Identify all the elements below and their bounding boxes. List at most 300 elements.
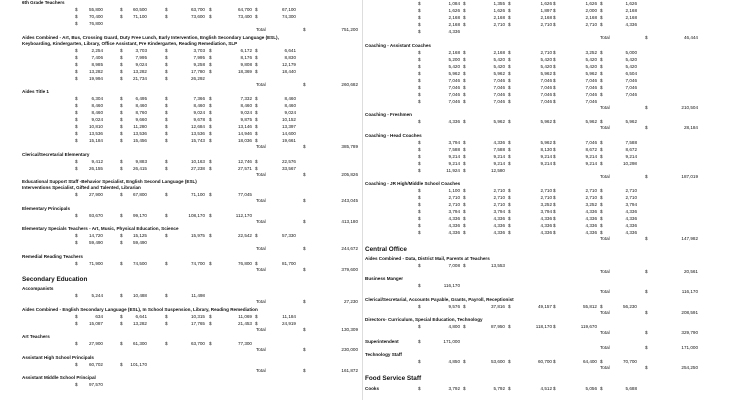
currency-sign: $ bbox=[303, 218, 306, 224]
total-value: 244,672 bbox=[341, 246, 358, 251]
currency-sign: $ bbox=[418, 84, 421, 90]
section-title: Remedial Reading Teachers bbox=[22, 253, 83, 259]
amount-cell: 8,985 bbox=[91, 61, 103, 67]
amount-cell: 10,488 bbox=[132, 293, 147, 298]
amount-cell: 17,780 bbox=[190, 68, 205, 74]
total-label: Total bbox=[256, 266, 266, 272]
amount-cell: 1,100 bbox=[448, 188, 460, 193]
currency-sign: $ bbox=[418, 153, 421, 159]
amount-cell: 6,504 bbox=[625, 70, 637, 76]
total-label: Total bbox=[256, 171, 266, 177]
currency-sign: $ bbox=[508, 56, 511, 62]
amount-cell: 7,046 bbox=[625, 84, 637, 90]
amount-cell: 5,420 bbox=[540, 63, 552, 69]
currency-sign: $ bbox=[553, 209, 556, 214]
currency-sign: $ bbox=[508, 22, 511, 27]
amount-cell: 4,336 bbox=[493, 216, 505, 221]
section-title: Assistant Middle School Principal bbox=[22, 375, 96, 380]
currency-sign: $ bbox=[418, 195, 421, 200]
amount-cell: 15,087 bbox=[88, 320, 103, 326]
currency-sign: $ bbox=[418, 303, 421, 309]
amount-cell: 8,460 bbox=[284, 96, 296, 101]
total-label: Total bbox=[600, 330, 610, 335]
amount-cell: 15,743 bbox=[190, 138, 205, 143]
currency-sign: $ bbox=[508, 202, 511, 207]
currency-sign: $ bbox=[120, 341, 123, 346]
amount-cell: 4,336 bbox=[540, 230, 552, 235]
table-row bbox=[365, 49, 735, 56]
amount-cell: 70,400 bbox=[88, 14, 103, 19]
currency-sign: $ bbox=[463, 22, 466, 27]
total-row bbox=[0, 144, 360, 150]
currency-sign: $ bbox=[553, 63, 556, 69]
currency-sign: $ bbox=[463, 77, 466, 83]
currency-sign: $ bbox=[255, 131, 258, 136]
amount-cell: 74,500 bbox=[132, 260, 147, 266]
amount-cell: 9,412 bbox=[91, 158, 103, 164]
amount-cell: 2,710 bbox=[448, 202, 460, 207]
table-row bbox=[0, 123, 360, 130]
amount-cell: 9,883 bbox=[135, 158, 147, 164]
currency-sign: $ bbox=[600, 202, 603, 207]
amount-cell: 13,282 bbox=[88, 68, 103, 74]
table-row bbox=[365, 153, 735, 160]
amount-cell: 56,230 bbox=[622, 303, 637, 309]
currency-sign: $ bbox=[463, 15, 466, 20]
amount-cell: 15,456 bbox=[132, 138, 147, 143]
amount-cell: 60,500 bbox=[132, 7, 147, 12]
amount-cell: 13,536 bbox=[88, 131, 103, 136]
currency-sign: $ bbox=[463, 230, 466, 235]
section-title: Directors- Curriculum, Special Education, Technology bbox=[365, 317, 483, 322]
currency-sign: $ bbox=[418, 49, 421, 55]
amount-cell: 8,760 bbox=[135, 110, 147, 115]
currency-sign: $ bbox=[165, 14, 168, 19]
amount-cell: 73,600 bbox=[190, 14, 205, 19]
budget-section bbox=[0, 286, 360, 305]
currency-sign: $ bbox=[165, 313, 168, 319]
amount-cell: 26,415 bbox=[132, 165, 147, 171]
amount-cell: 13,397 bbox=[281, 124, 296, 129]
currency-sign: $ bbox=[75, 138, 78, 143]
section-title: Aides Combined - English Secondary Language (ESL), In School Suspension, Library, Reading Remediation bbox=[22, 306, 258, 312]
currency-sign: $ bbox=[120, 75, 123, 81]
currency-sign: $ bbox=[463, 49, 466, 55]
amount-cell: 4,336 bbox=[585, 230, 597, 235]
amount-cell: 9,024 bbox=[284, 110, 296, 115]
currency-sign: $ bbox=[463, 91, 466, 97]
currency-sign: $ bbox=[418, 283, 421, 288]
amount-cell: 64,400 bbox=[582, 359, 597, 364]
amount-cell: 24,919 bbox=[281, 320, 296, 326]
amount-cell: 2,710 bbox=[625, 188, 637, 193]
section-heading: Central Office bbox=[365, 245, 407, 253]
amount-cell: 4,336 bbox=[585, 223, 597, 228]
amount-cell: 3,794 bbox=[493, 209, 505, 214]
currency-sign: $ bbox=[418, 216, 421, 221]
currency-sign: $ bbox=[303, 266, 306, 272]
amount-cell: 8,672 bbox=[625, 146, 637, 152]
currency-sign: $ bbox=[553, 56, 556, 62]
currency-sign: $ bbox=[120, 320, 123, 326]
amount-cell: 73,400 bbox=[237, 14, 252, 19]
amount-cell: 8,460 bbox=[91, 110, 103, 115]
currency-sign: $ bbox=[120, 192, 123, 197]
table-row bbox=[0, 361, 360, 368]
amount-cell: 7,046 bbox=[540, 77, 552, 83]
currency-sign: $ bbox=[600, 223, 603, 228]
amount-cell: 27,900 bbox=[88, 192, 103, 197]
currency-sign: $ bbox=[600, 195, 603, 200]
section-heading: Secondary Education bbox=[22, 276, 88, 283]
left-page bbox=[0, 0, 360, 388]
section-title: 6th Grade Teachers bbox=[22, 0, 65, 5]
amount-cell: 7,995 bbox=[193, 54, 205, 60]
currency-sign: $ bbox=[553, 139, 556, 145]
table-row bbox=[0, 381, 360, 388]
currency-sign: $ bbox=[463, 324, 466, 329]
amount-cell: 63,700 bbox=[190, 7, 205, 12]
currency-sign: $ bbox=[645, 268, 648, 274]
currency-sign: $ bbox=[209, 110, 212, 115]
total-row bbox=[365, 35, 735, 41]
amount-cell: 3,252 bbox=[540, 202, 552, 207]
amount-cell: 27,900 bbox=[88, 341, 103, 346]
budget-section bbox=[0, 89, 360, 150]
currency-sign: $ bbox=[165, 54, 168, 60]
currency-sign: $ bbox=[553, 146, 556, 152]
currency-sign: $ bbox=[553, 22, 556, 27]
amount-cell: 7,046 bbox=[625, 91, 637, 97]
currency-sign: $ bbox=[120, 54, 123, 60]
currency-sign: $ bbox=[645, 125, 648, 130]
currency-sign: $ bbox=[553, 223, 556, 228]
total-label: Total bbox=[256, 198, 266, 203]
table-row bbox=[365, 118, 735, 125]
amount-cell: 5,688 bbox=[625, 385, 637, 391]
amount-cell: 15,184 bbox=[88, 138, 103, 143]
amount-cell: 5,962 bbox=[448, 70, 460, 76]
section-title: Cooks bbox=[365, 385, 380, 391]
total-label: Total bbox=[600, 344, 610, 350]
amount-cell: 10,163 bbox=[190, 158, 205, 164]
currency-sign: $ bbox=[553, 84, 556, 90]
currency-sign: $ bbox=[120, 61, 123, 67]
section-title: Superintendent bbox=[365, 338, 399, 344]
currency-sign: $ bbox=[418, 8, 421, 13]
amount-cell: 101,170 bbox=[130, 361, 147, 367]
currency-sign: $ bbox=[75, 320, 78, 326]
amount-cell: 4,512 bbox=[540, 385, 552, 391]
currency-sign: $ bbox=[600, 49, 603, 55]
amount-cell: 4,336 bbox=[540, 223, 552, 228]
budget-section bbox=[0, 206, 360, 225]
table-row bbox=[0, 102, 360, 109]
amount-cell: 71,100 bbox=[190, 192, 205, 197]
currency-sign: $ bbox=[165, 75, 168, 81]
amount-cell: 7,332 bbox=[240, 96, 252, 101]
section-heading: Food Service Staff bbox=[365, 374, 422, 382]
currency-sign: $ bbox=[418, 230, 421, 235]
amount-cell: 81,700 bbox=[281, 260, 296, 266]
amount-cell: 13,536 bbox=[132, 131, 147, 136]
amount-cell: 6,172 bbox=[240, 47, 252, 53]
table-row bbox=[365, 385, 735, 392]
amount-cell: 49,157 bbox=[537, 303, 552, 309]
amount-cell: 7,046 bbox=[585, 77, 597, 83]
amount-cell: 6,304 bbox=[91, 96, 103, 101]
currency-sign: $ bbox=[120, 165, 123, 171]
currency-sign: $ bbox=[165, 293, 168, 298]
amount-cell: 7,046 bbox=[448, 84, 460, 90]
table-row bbox=[365, 146, 735, 153]
total-row bbox=[365, 345, 735, 351]
amount-cell: 17,765 bbox=[190, 320, 205, 326]
currency-sign: $ bbox=[255, 260, 258, 266]
amount-cell: 8,176 bbox=[240, 54, 252, 60]
amount-cell: 7,046 bbox=[448, 91, 460, 97]
table-row bbox=[365, 21, 735, 28]
amount-cell: 13,282 bbox=[132, 68, 147, 74]
currency-sign: $ bbox=[418, 77, 421, 83]
amount-cell: 9,024 bbox=[193, 110, 205, 115]
currency-sign: $ bbox=[209, 96, 212, 101]
table-row bbox=[365, 215, 735, 222]
currency-sign: $ bbox=[120, 240, 123, 245]
currency-sign: $ bbox=[255, 110, 258, 115]
currency-sign: $ bbox=[463, 195, 466, 200]
currency-sign: $ bbox=[75, 54, 78, 60]
amount-cell: 108,170 bbox=[188, 212, 205, 218]
amount-cell: 5,962 bbox=[540, 119, 552, 124]
amount-cell: 70,700 bbox=[622, 359, 637, 364]
amount-cell: 9,214 bbox=[540, 160, 552, 166]
currency-sign: $ bbox=[418, 160, 421, 166]
amount-cell: 9,214 bbox=[493, 160, 505, 166]
currency-sign: $ bbox=[209, 124, 212, 129]
amount-cell: 61,300 bbox=[132, 341, 147, 346]
total-row bbox=[0, 27, 360, 33]
currency-sign: $ bbox=[75, 124, 78, 129]
currency-sign: $ bbox=[553, 91, 556, 97]
amount-cell: 14,946 bbox=[237, 131, 252, 136]
amount-cell: 11,069 bbox=[238, 313, 252, 319]
currency-sign: $ bbox=[209, 341, 212, 346]
amount-cell: 4,336 bbox=[493, 139, 505, 145]
right-page bbox=[365, 0, 735, 392]
table-row bbox=[365, 84, 735, 91]
amount-cell: 5,200 bbox=[448, 56, 460, 62]
total-row bbox=[365, 105, 735, 111]
amount-cell: 1,626 bbox=[585, 1, 597, 6]
amount-cell: 5,962 bbox=[493, 119, 505, 124]
currency-sign: $ bbox=[165, 47, 168, 53]
table-row bbox=[365, 56, 735, 63]
currency-sign: $ bbox=[165, 131, 168, 136]
currency-sign: $ bbox=[120, 7, 123, 12]
budget-section bbox=[0, 375, 360, 388]
total-value: 130,309 bbox=[341, 326, 358, 332]
amount-cell: 119,670 bbox=[580, 324, 597, 329]
currency-sign: $ bbox=[553, 8, 556, 13]
amount-cell: 5,962 bbox=[625, 119, 637, 124]
currency-sign: $ bbox=[165, 260, 168, 266]
amount-cell: 5,420 bbox=[585, 56, 597, 62]
table-row bbox=[365, 63, 735, 70]
currency-sign: $ bbox=[463, 63, 466, 69]
amount-cell: 13,553 bbox=[490, 262, 505, 268]
amount-cell: 9,214 bbox=[585, 160, 597, 166]
total-value: 46,444 bbox=[683, 35, 698, 40]
currency-sign: $ bbox=[418, 91, 421, 97]
total-row bbox=[365, 236, 735, 242]
currency-sign: $ bbox=[553, 153, 556, 159]
currency-sign: $ bbox=[255, 103, 258, 108]
amount-cell: 2,168 bbox=[448, 22, 460, 27]
currency-sign: $ bbox=[75, 260, 78, 266]
section-title: Aides Title 1 bbox=[22, 89, 49, 94]
amount-cell: 97,570 bbox=[88, 382, 103, 387]
currency-sign: $ bbox=[120, 117, 123, 122]
table-row bbox=[365, 194, 735, 201]
amount-cell: 11,184 bbox=[282, 313, 296, 319]
currency-sign: $ bbox=[600, 385, 603, 391]
currency-sign: $ bbox=[165, 341, 168, 346]
total-row bbox=[0, 198, 360, 204]
currency-sign: $ bbox=[645, 35, 648, 40]
currency-sign: $ bbox=[463, 262, 466, 268]
amount-cell: 55,800 bbox=[88, 7, 103, 12]
amount-cell: 3,703 bbox=[193, 47, 205, 53]
budget-section bbox=[365, 352, 735, 371]
amount-cell: 7,046 bbox=[493, 98, 505, 104]
amount-cell: 74,300 bbox=[281, 14, 296, 19]
amount-cell: 12,684 bbox=[190, 124, 205, 129]
section-title: Technology Staff bbox=[365, 352, 402, 357]
amount-cell: 12,746 bbox=[237, 158, 252, 164]
amount-cell: 14,720 bbox=[88, 233, 103, 238]
amount-cell: 8,460 bbox=[284, 103, 296, 108]
total-label: Total bbox=[600, 173, 610, 179]
total-label: Total bbox=[256, 81, 266, 87]
amount-cell: 21,453 bbox=[237, 320, 252, 326]
currency-sign: $ bbox=[463, 139, 466, 145]
amount-cell: 7,046 bbox=[585, 84, 597, 90]
amount-cell: 99,170 bbox=[132, 212, 147, 218]
currency-sign: $ bbox=[600, 119, 603, 124]
table-row bbox=[365, 14, 735, 21]
currency-sign: $ bbox=[165, 7, 168, 12]
amount-cell: 18,369 bbox=[237, 68, 252, 74]
amount-cell: 1,626 bbox=[493, 8, 505, 13]
currency-sign: $ bbox=[600, 216, 603, 221]
amount-cell: 112,170 bbox=[235, 212, 252, 218]
currency-sign: $ bbox=[600, 359, 603, 364]
table-row bbox=[365, 201, 735, 208]
currency-sign: $ bbox=[553, 230, 556, 235]
currency-sign: $ bbox=[508, 1, 511, 6]
currency-sign: $ bbox=[75, 212, 78, 218]
amount-cell: 7,588 bbox=[493, 146, 505, 152]
currency-sign: $ bbox=[463, 303, 466, 309]
section-title: Educational Support Staff -Behavior Specialist, English Second Language (ESL) bbox=[22, 179, 197, 184]
currency-sign: $ bbox=[463, 1, 466, 6]
total-value: 243,045 bbox=[341, 198, 358, 203]
total-row bbox=[365, 269, 735, 275]
currency-sign: $ bbox=[209, 7, 212, 12]
amount-cell: 2,710 bbox=[448, 195, 460, 200]
total-row bbox=[365, 289, 735, 295]
amount-cell: 10,298 bbox=[622, 160, 637, 166]
currency-sign: $ bbox=[120, 110, 123, 115]
total-value: 208,591 bbox=[681, 309, 698, 315]
currency-sign: $ bbox=[209, 14, 212, 19]
budget-section bbox=[0, 152, 360, 178]
currency-sign: $ bbox=[303, 347, 306, 352]
currency-sign: $ bbox=[255, 117, 258, 122]
currency-sign: $ bbox=[418, 56, 421, 62]
budget-section bbox=[365, 43, 735, 111]
currency-sign: $ bbox=[209, 212, 212, 218]
amount-cell: 2,000 bbox=[585, 8, 597, 13]
amount-cell: 8,460 bbox=[91, 103, 103, 108]
currency-sign: $ bbox=[508, 70, 511, 76]
currency-sign: $ bbox=[75, 117, 78, 122]
amount-cell: 27,238 bbox=[190, 165, 205, 171]
budget-section bbox=[0, 179, 360, 204]
currency-sign: $ bbox=[600, 56, 603, 62]
total-value: 413,180 bbox=[341, 218, 358, 224]
amount-cell: 4,336 bbox=[625, 209, 637, 214]
section-title: Coaching - JR High/Middle School Coaches bbox=[365, 181, 461, 186]
amount-cell: 67,800 bbox=[132, 192, 147, 197]
amount-cell: 9,214 bbox=[625, 153, 637, 159]
currency-sign: $ bbox=[463, 359, 466, 364]
amount-cell: 9,678 bbox=[193, 117, 205, 122]
currency-sign: $ bbox=[209, 131, 212, 136]
amount-cell: 4,336 bbox=[448, 119, 460, 124]
amount-cell: 9,214 bbox=[493, 153, 505, 159]
currency-sign: $ bbox=[508, 8, 511, 13]
amount-cell: 4,800 bbox=[448, 324, 460, 329]
table-row bbox=[0, 6, 360, 13]
currency-sign: $ bbox=[418, 98, 421, 104]
table-row bbox=[0, 191, 360, 198]
table-row bbox=[0, 61, 360, 68]
currency-sign: $ bbox=[255, 165, 258, 171]
currency-sign: $ bbox=[303, 367, 306, 373]
amount-cell: 3,252 bbox=[585, 202, 597, 207]
amount-cell: 77,045 bbox=[237, 192, 252, 197]
amount-cell: 1,897 bbox=[540, 8, 552, 13]
currency-sign: $ bbox=[120, 138, 123, 143]
section-title: Aides Combined - Art, Bus, Crossing Guard, Duty Free Lunch, Early Intervention, English Secondary Language (ESL), bbox=[22, 34, 279, 40]
currency-sign: $ bbox=[165, 212, 168, 218]
amount-cell: 5,000 bbox=[625, 49, 637, 55]
currency-sign: $ bbox=[75, 165, 78, 171]
table-row bbox=[365, 208, 735, 215]
amount-cell: 7,588 bbox=[448, 146, 460, 152]
amount-cell: 71,100 bbox=[132, 14, 147, 19]
currency-sign: $ bbox=[463, 70, 466, 76]
amount-cell: 6,641 bbox=[284, 47, 296, 53]
currency-sign: $ bbox=[165, 68, 168, 74]
section-title: Elementary Specials Teachers - Art, Music, Physical Education, Science bbox=[22, 226, 179, 231]
currency-sign: $ bbox=[508, 160, 511, 166]
amount-cell: 13,282 bbox=[132, 320, 147, 326]
currency-sign: $ bbox=[463, 146, 466, 152]
section-title-cont: Interventions Specialist, Gifted and Talented, Librarian bbox=[22, 185, 141, 190]
